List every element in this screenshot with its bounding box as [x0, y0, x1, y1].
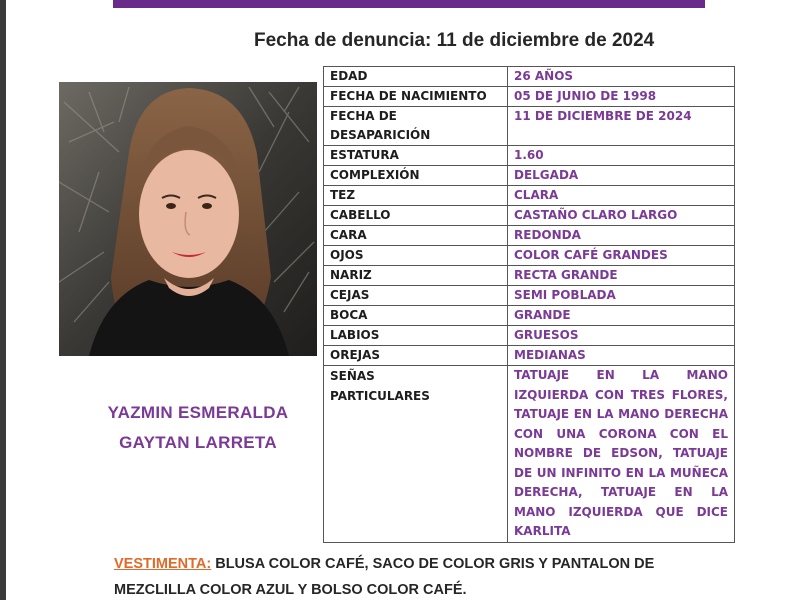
detail-value: REDONDA	[508, 226, 735, 246]
distinguishing-marks-label-line1: SEÑAS	[330, 369, 375, 383]
detail-label: LABIOS	[324, 326, 508, 346]
detail-label: COMPLEXIÓN	[324, 166, 508, 186]
person-photo	[59, 82, 317, 356]
detail-label: FECHA DE NACIMIENTO	[324, 87, 508, 107]
detail-label: EDAD	[324, 67, 508, 87]
detail-label: NARIZ	[324, 266, 508, 286]
person-name	[60, 398, 336, 458]
detail-row-height	[324, 146, 735, 166]
detail-value: DELGADA	[508, 166, 735, 186]
detail-label: OJOS	[324, 246, 508, 266]
detail-label: BOCA	[324, 306, 508, 326]
clothing-description	[114, 551, 714, 603]
clothing-label: VESTIMENTA:	[114, 556, 212, 572]
distinguishing-marks-line: IZQUIERDA CON TRES FLORES,	[514, 387, 728, 402]
distinguishing-marks-line: CON UNA CORONA CON EL	[514, 426, 728, 441]
detail-row-nose	[324, 266, 735, 286]
detail-label: ESTATURA	[324, 146, 508, 166]
page-left-edge	[0, 0, 6, 600]
detail-value: SEMI POBLADA	[508, 286, 735, 306]
distinguishing-marks-value	[508, 366, 735, 543]
detail-label: CEJAS	[324, 286, 508, 306]
distinguishing-marks-line: KARLITA	[514, 524, 571, 538]
detail-value: GRUESOS	[508, 326, 735, 346]
detail-label: CARA	[324, 226, 508, 246]
detail-value: 26 AÑOS	[508, 67, 735, 87]
detail-row-build	[324, 166, 735, 186]
header-bar	[113, 0, 705, 8]
distinguishing-marks-line: DE UN INFINITO EN LA MUÑECA	[514, 465, 728, 480]
detail-value: MEDIANAS	[508, 346, 735, 366]
distinguishing-marks-line: DERECHA, TATUAJE EN LA	[514, 485, 728, 499]
detail-label: OREJAS	[324, 346, 508, 366]
detail-row-lips	[324, 326, 735, 346]
detail-value: COLOR CAFÉ GRANDES	[508, 246, 735, 266]
detail-value: CLARA	[508, 186, 735, 206]
distinguishing-marks-label-line2: PARTICULARES	[330, 389, 430, 403]
detail-row-hair	[324, 206, 735, 226]
detail-label: TEZ	[324, 186, 508, 206]
report-date: Fecha de denuncia: 11 de diciembre de 2024	[254, 30, 655, 51]
detail-value: 11 DE DICIEMBRE DE 2024	[508, 107, 735, 146]
detail-row-eyebrows	[324, 286, 735, 306]
detail-row-eyes	[324, 246, 735, 266]
detail-row-birth-date	[324, 87, 735, 107]
distinguishing-marks-line: NOMBRE DE EDSON, TATUAJE	[514, 446, 728, 460]
detail-row-face	[324, 226, 735, 246]
detail-value: GRANDE	[508, 306, 735, 326]
detail-value: 1.60	[508, 146, 735, 166]
distinguishing-marks-line: TATUAJE EN LA MANO DERECHA	[514, 407, 728, 421]
detail-value: RECTA GRANDE	[508, 266, 735, 286]
detail-row-mouth	[324, 306, 735, 326]
detail-label: CABELLO	[324, 206, 508, 226]
detail-row-ears	[324, 346, 735, 366]
person-name-line1: YAZMIN ESMERALDA	[107, 403, 289, 422]
detail-row-distinguishing-marks	[324, 366, 735, 543]
detail-value: CASTAÑO CLARO LARGO	[508, 206, 735, 226]
detail-label: FECHA DE DESAPARICIÓN	[324, 107, 508, 146]
detail-row-disappearance-date	[324, 107, 735, 146]
distinguishing-marks-line: MANO IZQUIERDA QUE DICE	[514, 504, 728, 519]
detail-value: 05 DE JUNIO DE 1998	[508, 87, 735, 107]
distinguishing-marks-label	[324, 366, 508, 543]
distinguishing-marks-line: TATUAJE EN LA MANO	[514, 368, 728, 382]
detail-row-age	[324, 67, 735, 87]
person-name-line2: GAYTAN LARRETA	[119, 433, 277, 452]
details-table	[323, 66, 735, 543]
clothing-text: BLUSA COLOR CAFÉ, SACO DE COLOR GRIS Y PANTALON DE MEZCLILLA COLOR AZUL Y BOLSO COLOR CAFÉ.	[114, 556, 655, 598]
detail-row-complexion	[324, 186, 735, 206]
